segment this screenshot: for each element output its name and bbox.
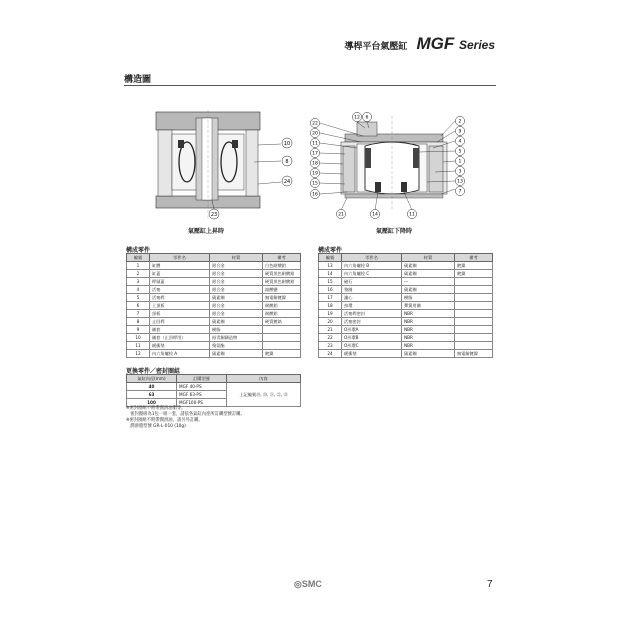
table-row [319,278,493,286]
callout-15: 15 [312,181,318,187]
callout-10: 10 [283,141,291,147]
callout-22: 22 [312,121,318,127]
logo-text: SMC [301,579,322,589]
cell-material: 鋁合金 [210,270,263,278]
caption-right: 氣壓缸下降時 [376,228,413,235]
table-row [127,383,301,391]
cell-note: 硬質鍍鉻 [263,318,301,326]
cell-part: 內六角螺栓 A [150,350,210,358]
parts-left-body [127,262,301,358]
cell-material: NBR [402,334,455,342]
cell-note [455,302,493,310]
cell-part: O形環A [342,326,402,334]
cell-bore: 40 [127,383,177,391]
cell-note: 硬質黑色耐酸鋁 [263,278,301,286]
cell-part: 桿頭蓋 [150,278,210,286]
cell-note [455,310,493,318]
cell-note: 白色耐酸鋁 [263,262,301,270]
cell-part: 內六角螺栓 C [342,270,402,278]
cell-note: 鍍鎳 [263,350,301,358]
col-bore: 氣缸內徑(mm) [127,375,177,383]
page-header [300,34,495,54]
cell-material: 碳素鋼 [402,286,455,294]
callout-20: 20 [312,131,318,137]
cell-note [455,294,493,302]
callout-16: 16 [312,192,318,198]
header-series-suffix: Series [458,38,495,52]
cell-no: 17 [319,294,342,302]
table-row [127,326,301,334]
cell-note [263,342,301,350]
col-part: 零件名 [150,254,210,262]
cell-material: 樹脂 [210,326,263,334]
cell-no: 22 [319,334,342,342]
logo-icon: ◎ [294,579,302,589]
table-row [319,342,493,350]
table-row [319,334,493,342]
col-material: 材質 [402,254,455,262]
cell-material: 碳素鋼 [210,318,263,326]
callout-5: 5 [458,149,462,155]
table-row [319,310,493,318]
seal-kit-title: 更換零件／密封圈組 [126,368,181,375]
table-row [127,310,301,318]
cell-model: MGF 63-PS [177,391,227,399]
cell-no: 23 [319,342,342,350]
cell-part: 扣環 [342,302,402,310]
cell-part: 緩衝墊 [342,350,402,358]
cell-no: 4 [127,286,150,294]
cell-bore: 63 [127,391,177,399]
cell-material: 鋁合金 [210,262,263,270]
col-model: 訂購型號 [177,375,227,383]
table-row [127,262,301,270]
cell-no: 18 [319,302,342,310]
table-row [319,270,493,278]
seal-kit-table [126,374,301,407]
callout-8: 8 [285,159,289,165]
cell-material: 聚氨酯 [210,342,263,350]
cell-part: O形環C [342,342,402,350]
callout-23: 23 [210,212,218,218]
cell-note: 鍍鎳 [455,270,493,278]
note-line: ※密封圈組不附帶潤滑油脂等。 [126,406,186,411]
col-note: 備考 [455,254,493,262]
cell-part: 活塞桿密封 [342,310,402,318]
cell-part: 活塞 [150,286,210,294]
cell-material: 碳素鋼 [210,350,263,358]
callout-3: 3 [458,169,462,175]
table-row [319,302,493,310]
table-row [319,294,493,302]
cell-part: 止回桿 [150,318,210,326]
callout-6: 6 [365,115,369,121]
cell-material: 鋁合金 [210,286,263,294]
seal-kit-body [127,383,301,407]
cell-note: 鉻酸鹽 [263,286,301,294]
cell-material: 碳素鋼 [402,270,455,278]
cell-no: 11 [127,342,150,350]
note-line: 密封圈組為1包一組一套，請依各氣缸內徑所訂購型號訂購。 [126,412,245,417]
cell-material: NBR [402,342,455,350]
cell-contents: 上記編號⑲, ⑳, ㉑, ㉒, ㉓ [227,383,301,407]
cell-note: 鍍鎳 [455,262,493,270]
table-row [127,318,301,326]
table-row [127,278,301,286]
cell-no: 7 [127,310,150,318]
parts-table-left [126,253,301,358]
col-no: 編號 [319,254,342,262]
cell-part: O形環B [342,334,402,342]
cell-part: 活塞桿 [150,294,210,302]
section-title: 構造圖 [124,75,152,85]
cell-material: 碳素鋼 [402,350,455,358]
table-row [127,350,301,358]
diagram-left [150,110,300,222]
cell-note [455,286,493,294]
callout-21: 21 [338,212,344,218]
callout-11b: 11 [409,212,415,218]
table-row [319,262,493,270]
cell-note [455,318,493,326]
note-line: ※密封圈組不附帶潤滑油，請另外訂購。 [126,418,203,423]
cell-model: MGF 40-PS [177,383,227,391]
cell-material: 鋁合金 [210,278,263,286]
cell-no: 10 [127,334,150,342]
cell-no: 15 [319,278,342,286]
cell-model: MGF100-PS [177,399,227,407]
note-line: 潤滑脂型號 GR-L-010 (10g) [126,424,186,429]
cell-note [263,334,301,342]
table-row [319,350,493,358]
header-series [416,34,495,53]
diagram-right [305,112,475,220]
callout-14: 14 [372,212,378,218]
cell-part: 磁石 [342,278,402,286]
parts-right-title: 構成零件 [318,247,343,254]
col-material: 材質 [210,254,263,262]
cell-bore: 100 [127,399,177,407]
cell-part: 缸蓋 [150,270,210,278]
cell-material: — [402,278,455,286]
table-row [127,342,301,350]
cell-part: 內六角螺栓 B [342,262,402,270]
cell-no: 13 [319,262,342,270]
cell-no: 9 [127,326,150,334]
cell-material: 鋁合金 [210,302,263,310]
callout-12: 12 [354,115,360,121]
cell-note [455,326,493,334]
table-row [127,286,301,294]
cell-material: NBR [402,326,455,334]
page-number: 7 [487,579,493,590]
callout-2: 2 [458,119,462,125]
cell-no: 5 [127,294,150,302]
cell-material: NBR [402,318,455,326]
cell-material: NBR [402,310,455,318]
cell-no: 14 [319,270,342,278]
callout-17: 17 [312,151,318,157]
callout-1: 1 [458,159,462,165]
cell-part: 緩衝墊 [150,342,210,350]
cell-material: 鉛青銅鑄造物 [210,334,263,342]
cell-note: 耐酸鋁 [263,310,301,318]
col-no: 編號 [127,254,150,262]
cell-no: 24 [319,350,342,358]
table-row [127,334,301,342]
table-row [127,302,301,310]
table-row [127,270,301,278]
parts-left-title: 構成零件 [126,247,151,254]
cell-part: 上頂板 [150,302,210,310]
parts-right-body [319,262,493,358]
header-subtitle: 導桿平台氣壓缸 [344,42,408,52]
table-row [319,286,493,294]
cell-note [263,326,301,334]
callout-19: 19 [312,171,318,177]
cell-note: 耐酸鋁 [263,302,301,310]
callout-24: 24 [283,179,291,185]
table-row [319,318,493,326]
callout-18: 18 [312,161,318,167]
cell-no: 6 [127,302,150,310]
cell-material: 鋁合金 [210,310,263,318]
callout-9: 9 [458,129,462,135]
cell-part: 濾心 [342,294,402,302]
caption-left: 氣壓缸上昇時 [188,228,225,235]
section-rule [124,85,496,86]
cell-no: 1 [127,262,150,270]
col-contents: 內容 [227,375,301,383]
cell-no: 21 [319,326,342,334]
cell-part: 襯套 [150,326,210,334]
col-note: 備考 [263,254,301,262]
cell-no: 3 [127,278,150,286]
col-part: 零件名 [342,254,402,262]
cell-material: 碳素鋼 [210,294,263,302]
cell-note [455,334,493,342]
cell-material: 碳素鋼 [402,262,455,270]
cell-note: 無電解鍍鎳 [263,294,301,302]
cell-no: 12 [127,350,150,358]
cell-no: 19 [319,310,342,318]
cell-material: 樹脂 [402,294,455,302]
cell-no: 20 [319,318,342,326]
callout-11: 11 [312,141,318,147]
callout-7: 7 [458,189,462,195]
cell-note [455,342,493,350]
cell-note [455,278,493,286]
smc-logo [294,579,322,590]
cell-material: 彈簧用鋼 [402,302,455,310]
cell-part: 墊圈 [342,286,402,294]
table-row [127,294,301,302]
header-series-main: MGF [416,34,455,53]
cell-part: 缸體 [150,262,210,270]
cell-part: 活塞密封 [342,318,402,326]
callout-4: 4 [458,139,462,145]
cell-no: 2 [127,270,150,278]
cell-note: 無電解鍍鎳 [455,350,493,358]
parts-table-right [318,253,493,358]
cell-no: 8 [127,318,150,326]
callout-13: 13 [457,179,463,185]
cell-note: 硬質黑色耐酸鋁 [263,270,301,278]
notes [126,406,245,430]
cell-part: 頂板 [150,310,210,318]
cell-part: 襯套（止回桿用） [150,334,210,342]
table-row [319,326,493,334]
cell-no: 16 [319,286,342,294]
